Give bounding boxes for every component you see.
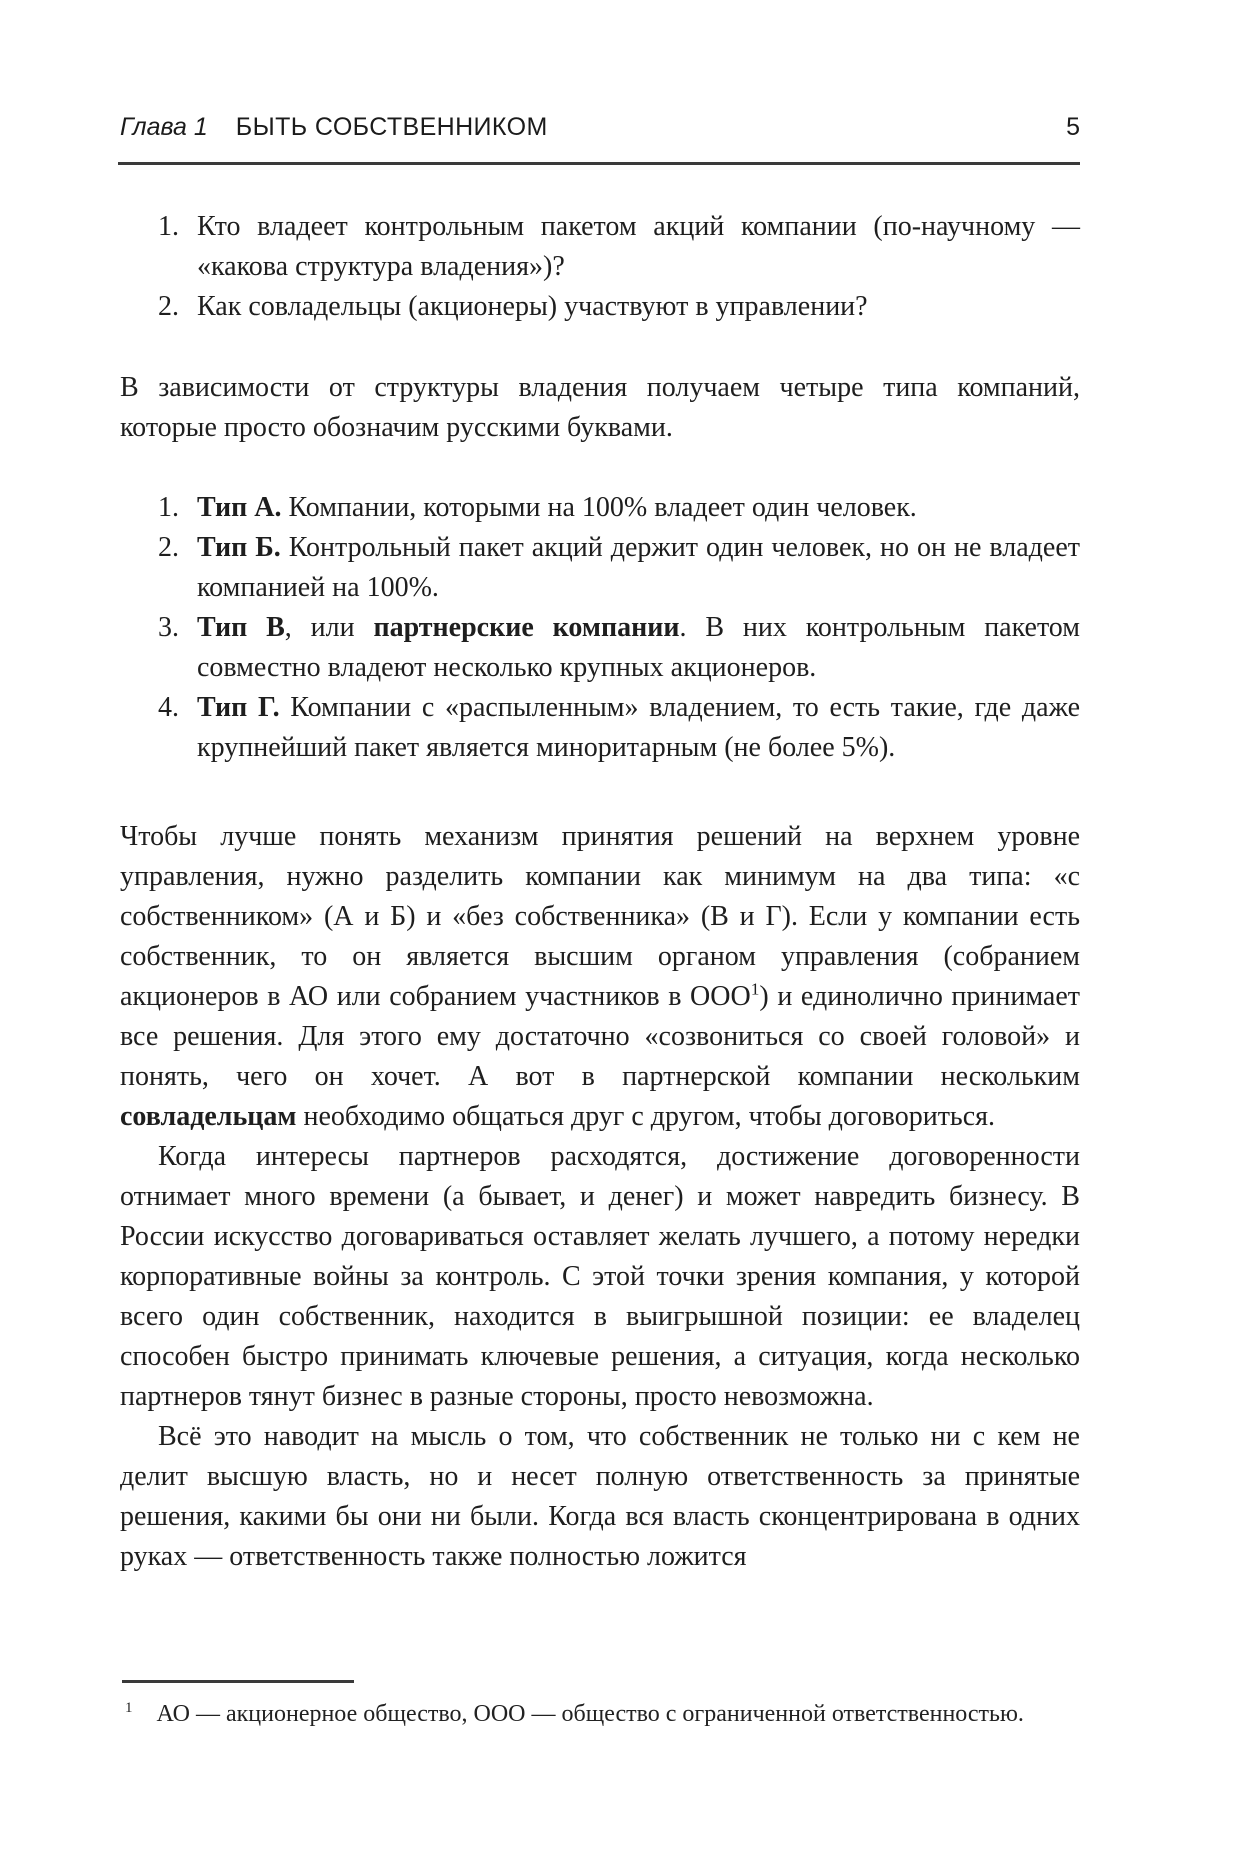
footnote-reference: 1 xyxy=(750,979,760,999)
paragraph-agreement: Когда интересы партнеров расходятся, достижение договоренности отнимает много времени (а бывает, и денег) и может навредить бизнесу. В России искусство договариваться оставляет желать лучшего, а потому нередки корпоративные войны за контроль. С этой точки зрения компания, у которой всего один собственник, находится в выигрышной позиции: ее владелец способен быстро принимать ключевые решения, а ситуация, когда несколько партнеров тянут бизнес в разные стороны, просто невозможна. xyxy=(120,1141,1080,1412)
types-list xyxy=(120,488,1080,768)
list-item-number: 3. xyxy=(158,612,179,643)
paragraph-text: Чтобы лучше понять механизм принятия решений на верхнем уровне управления, нужно разделить компании как минимум на два типа: «с собственником» (А и Б) и «без собственника» (В и Г). Если у компании есть собственник, то он является высшим органом управления (собранием акционеров в АО или собранием участников в ООО xyxy=(120,821,1080,1012)
type-name: Тип А. xyxy=(197,492,282,523)
list-item xyxy=(120,207,1080,287)
list-item-number: 4. xyxy=(158,692,179,723)
type-name: Тип Б. xyxy=(197,532,281,563)
body-paragraphs xyxy=(120,817,1080,1577)
list-item-text: Компании с «распыленным» владением, то есть такие, где даже крупнейший пакет является миноритарным (не более 5%). xyxy=(197,692,1080,763)
list-item-text: . В них контрольным пакетом совместно владеют несколько крупных акционеров. xyxy=(197,612,1080,683)
footnote xyxy=(120,1698,1080,1730)
chapter-title: БЫТЬ СОБСТВЕННИКОМ xyxy=(235,113,548,141)
paragraph-conclusion: Всё это наводит на мысль о том, что собственник не только ни с кем не делит высшую власть, но и несет полную ответственность за принятые решения, какими бы они ни были. Когда вся власть сконцентрирована в одних руках — ответственность также полностью ложится xyxy=(120,1421,1080,1572)
type-name: Тип Г. xyxy=(197,692,280,723)
list-item xyxy=(120,287,1080,327)
footnote-rule xyxy=(122,1680,354,1683)
page-number: 5 xyxy=(1066,113,1080,141)
list-item-text: Как совладельцы (акционеры) участвуют в управлении? xyxy=(197,291,868,322)
paragraph-mechanism xyxy=(120,817,1080,1137)
list-item xyxy=(120,608,1080,688)
chapter-label: Глава 1 xyxy=(120,113,208,141)
intro-paragraph: В зависимости от структуры владения получаем четыре типа компаний, которые просто обозначим русскими буквами. xyxy=(120,372,1080,443)
list-item-number: 1. xyxy=(158,492,179,523)
paragraph-text: ) и единолично принимает все решения. Для этого ему достаточно «созвониться со своей головой» и понять, чего он хочет. А вот в партнерской компании нескольким xyxy=(120,981,1080,1092)
paragraph-text: необходимо общаться друг с другом, чтобы договориться. xyxy=(296,1101,996,1132)
list-item-text: Кто владеет контрольным пакетом акций компании (по-научному — «какова структура владения»)? xyxy=(197,211,1080,282)
questions-list xyxy=(120,207,1080,327)
list-item-number: 2. xyxy=(158,532,179,563)
footnote-marker: 1 xyxy=(125,1700,133,1716)
list-item-number: 2. xyxy=(158,291,179,322)
footnote-text: АО — акционерное общество, ООО — общество с ограниченной ответственностью. xyxy=(156,1701,1024,1727)
list-item-number: 1. xyxy=(158,211,179,242)
list-item xyxy=(120,488,1080,528)
emphasized-word: совладельцам xyxy=(120,1101,297,1132)
type-name: партнерские компании xyxy=(373,612,680,643)
header-rule xyxy=(118,162,1080,165)
list-item xyxy=(120,688,1080,768)
list-item-text: Контрольный пакет акций держит один человек, но он не владеет компанией на 100%. xyxy=(197,532,1080,603)
type-name: Тип В xyxy=(197,612,285,643)
list-item-text: , или xyxy=(284,612,374,643)
list-item xyxy=(120,528,1080,608)
running-head xyxy=(120,112,1080,142)
list-item-text: Компании, которыми на 100% владеет один человек. xyxy=(281,492,917,523)
